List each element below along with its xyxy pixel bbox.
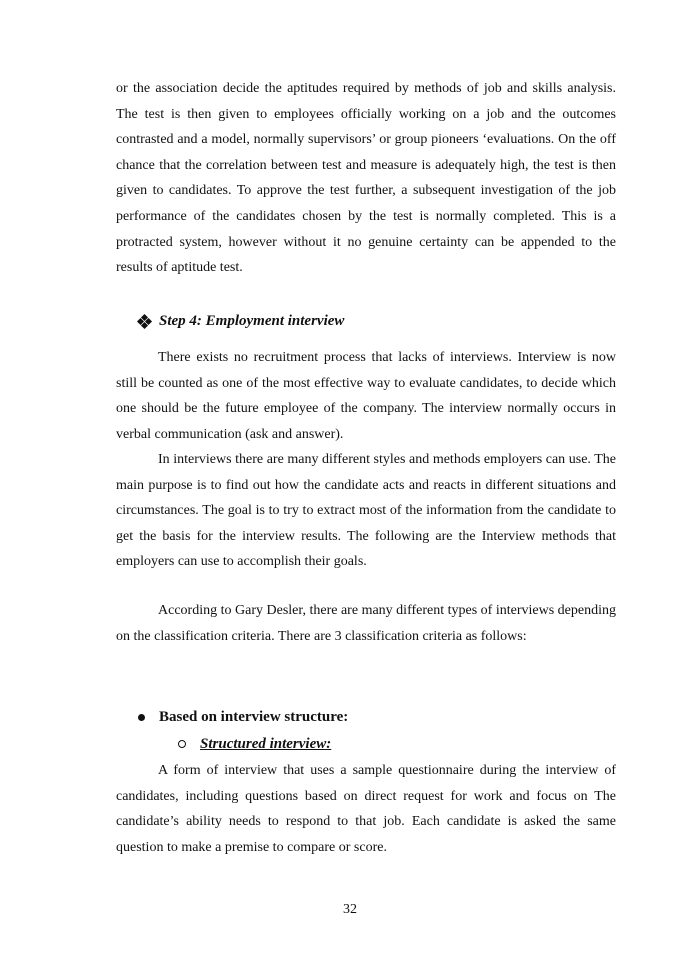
diamond-bullet-icon <box>138 315 151 328</box>
based-on-structure-heading <box>138 707 348 727</box>
paragraph-structured-interview: A form of interview that uses a sample questionnaire during the interview of candidates, including questions based on direct request for work and focus on The candidate’s ability needs to respond to that job. Each candidate is asked the same question to make a premise to compare or score. <box>116 763 616 855</box>
page-number: 32 <box>343 902 357 917</box>
paragraph-classification-criteria: According to Gary Desler, there are many different types of interviews depending on the classification criteria. There are 3 classification criteria as follows: <box>116 603 616 644</box>
bullet-dot-icon <box>138 714 145 721</box>
structured-interview-text: Structured interview: <box>200 736 332 752</box>
step-4-heading <box>138 311 344 331</box>
paragraph-interviews-intro: There exists no recruitment process that lacks of interviews. Interview is now still be counted as one of the most effective way to evaluate candidates, to decide which one should be the future employee of the company. The interview normally occurs in verbal communication (ask and answer). <box>116 350 616 442</box>
based-on-structure-text: Based on interview structure: <box>159 709 349 725</box>
paragraph-aptitude-test: or the association decide the aptitudes required by methods of job and skills analysis. The test is then given to employees officially working on a job and the outcomes contrasted and a model, normally supervisors’ or group pioneers ‘evaluations. On the off chance that the correlation between test and measure is adequately high, the test is then given to candidates. To approve the test further, a subsequent investigation of the job performance of the candidates chosen by the test is normally completed. This is a protracted system, however without it no genuine certainty can be appended to the results of aptitude test. <box>116 81 616 276</box>
step-4-heading-text: Step 4: Employment interview <box>159 313 345 329</box>
paragraph-interview-styles: In interviews there are many different styles and methods employers can use. The main purpose is to find out how the candidate acts and reacts in different situations and circumstances. The goal is to try to extract most of the information from the candidate to get the basis for the interview results. The following are the Interview methods that employers can use to accomplish their goals. <box>116 452 616 570</box>
structured-interview-heading <box>178 734 331 754</box>
circle-bullet-icon <box>178 740 186 748</box>
